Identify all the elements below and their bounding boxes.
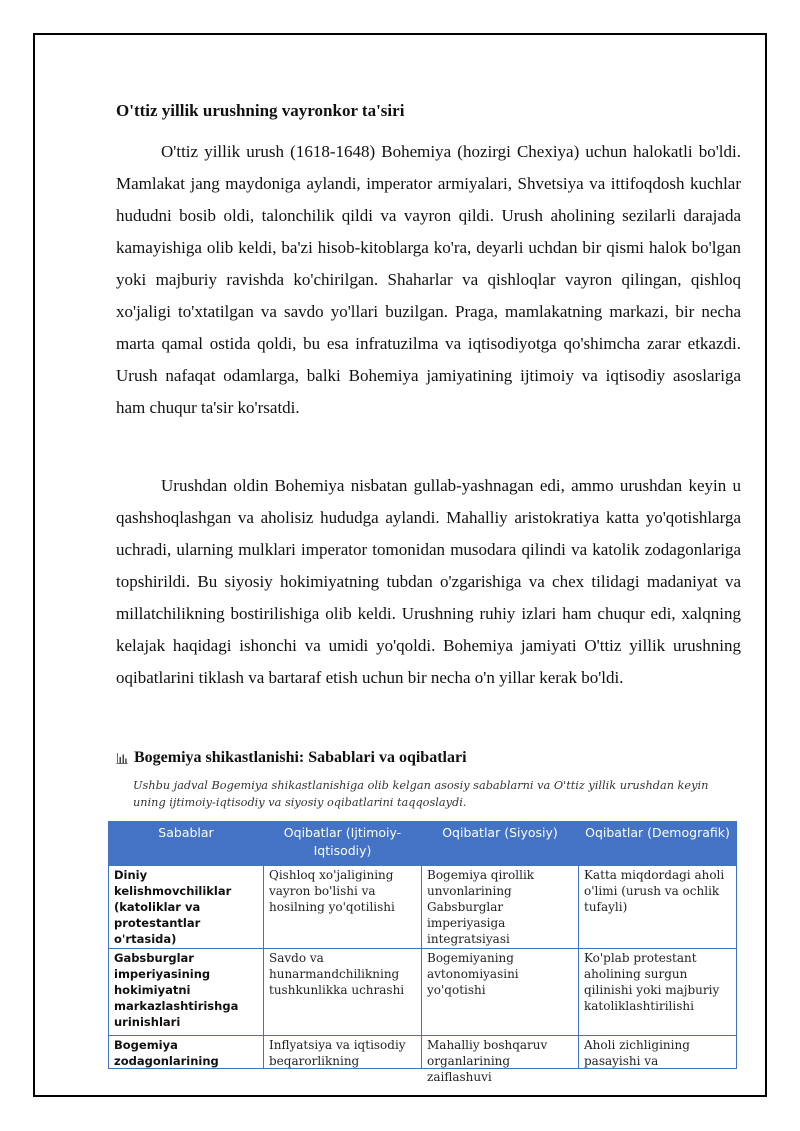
- table-cell: [579, 1036, 737, 1069]
- bar-chart-icon: [116, 752, 128, 764]
- paragraph-1: O'ttiz yillik urush (1618-1648) Bohemiya (hozirgi Chexiya) uchun halokatli bo'ldi. Mamlakat jang maydoniga aylandi, imperator armiyalari, Shvetsiya va ittifoqdosh kuchlar hududni bosib oldi, talonchilik qildi va vayron qildi. Urush aholining sezilarli darajada kamayishiga olib keldi, ba'zi hisob-kitoblarga ko'ra, deyarli uchdan bir qismi halok bo'lgan yoki majburiy ravishda ko'chirilgan. Shaharlar va qishloqlar vayron qilingan, qishloq xo'jaligi to'xtatilgan va savdo yo'llari buzilgan. Praga, mamlakatning markazi, bir necha marta qamal ostida qoldi, bu esa infratuzilma va iqtisodiyotga qo'shimcha zarar etkazdi. Urush nafaqat odamlarga, balki Bohemiya jamiyatining ijtimoiy va iqtisodiy asoslariga ham chuqur ta'sir ko'rsatdi.: [116, 142, 741, 417]
- header-demographic: Oqibatlar (Demografik): [579, 822, 737, 866]
- cell-text: Mahalliy boshqaruv organlarining zaiflashuvi: [427, 1038, 548, 1084]
- table-row: [109, 1036, 737, 1069]
- table-cell: [109, 1036, 264, 1069]
- table-header-row: [109, 822, 737, 866]
- table-section-title-text: Bogemiya shikastlanishi: Sabablari va oqibatlari: [134, 749, 467, 766]
- table-row: [109, 949, 737, 1036]
- header-causes: Sabablar: [109, 822, 264, 866]
- cell-text: Aholi zichligining pasayishi va: [584, 1038, 690, 1068]
- table-cell: Qishloq xo'jaligining vayron bo'lishi va hosilning yo'qotilishi: [264, 866, 422, 949]
- cell-text: Inflyatsiya va iqtisodiy beqarorlikning: [269, 1038, 406, 1068]
- table-cell: Bogemiyaning avtonomiyasini yo'qotishi: [422, 949, 579, 1036]
- table-section-title: [116, 749, 467, 767]
- causes-consequences-table: [108, 821, 737, 1084]
- table-cell: Savdo va hunarmandchilikning tushkunlikka uchrashi: [264, 949, 422, 1036]
- table-cell: [422, 1036, 579, 1084]
- table-cell: Gabsburglar imperiyasining hokimiyatni markazlashtirishga urinishlari: [109, 949, 264, 1036]
- table-cell: Bogemiya qirollik unvonlarining Gabsburglar imperiyasiga integratsiyasi: [422, 866, 579, 949]
- page-heading: O'ttiz yillik urushning vayronkor ta'siri: [116, 101, 405, 120]
- table-cell: [264, 1036, 422, 1069]
- header-political: Oqibatlar (Siyosiy): [422, 822, 579, 866]
- table-caption: Ushbu jadval Bogemiya shikastlanishiga olib kelgan asosiy sabablarni va O'ttiz yillik urushdan keyin uning ijtimoiy-iqtisodiy va siyosiy oqibatlarini taqqoslaydi.: [133, 779, 709, 809]
- table-cell: Katta miqdordagi aholi o'limi (urush va ochlik tufayli): [579, 866, 737, 949]
- table-cell: Ko'plab protestant aholining surgun qilinishi yoki majburiy katoliklashtirilishi: [579, 949, 737, 1036]
- table-row: [109, 866, 737, 949]
- header-socio-economic: Oqibatlar (Ijtimoiy-Iqtisodiy): [264, 822, 422, 866]
- cell-text: Bogemiya zodagonlarining: [114, 1038, 219, 1068]
- paragraph-2: Urushdan oldin Bohemiya nisbatan gullab-yashnagan edi, ammo urushdan keyin u qashshoqlashgan va aholisiz hududga aylandi. Mahalliy aristokratiya katta yo'qotishlarga uchradi, ularning mulklari imperator tomonidan musodara qilindi va katolik zodagonlariga topshirildi. Bu siyosiy hokimiyatning tubdan o'zgarishiga va chex tilidagi madaniyat va millatchilikning bostirilishiga olib keldi. Urushning ruhiy izlari ham chuqur edi, xalqning kelajak haqidagi ishonchi va umidi yo'qoldi. Bohemiya jamiyati O'ttiz yillik urushning oqibatlarini tiklash va bartaraf etish uchun bir necha o'n yillar kerak bo'ldi.: [116, 476, 741, 687]
- table-cell: Diniy kelishmovchiliklar (katoliklar va protestantlar o'rtasida): [109, 866, 264, 949]
